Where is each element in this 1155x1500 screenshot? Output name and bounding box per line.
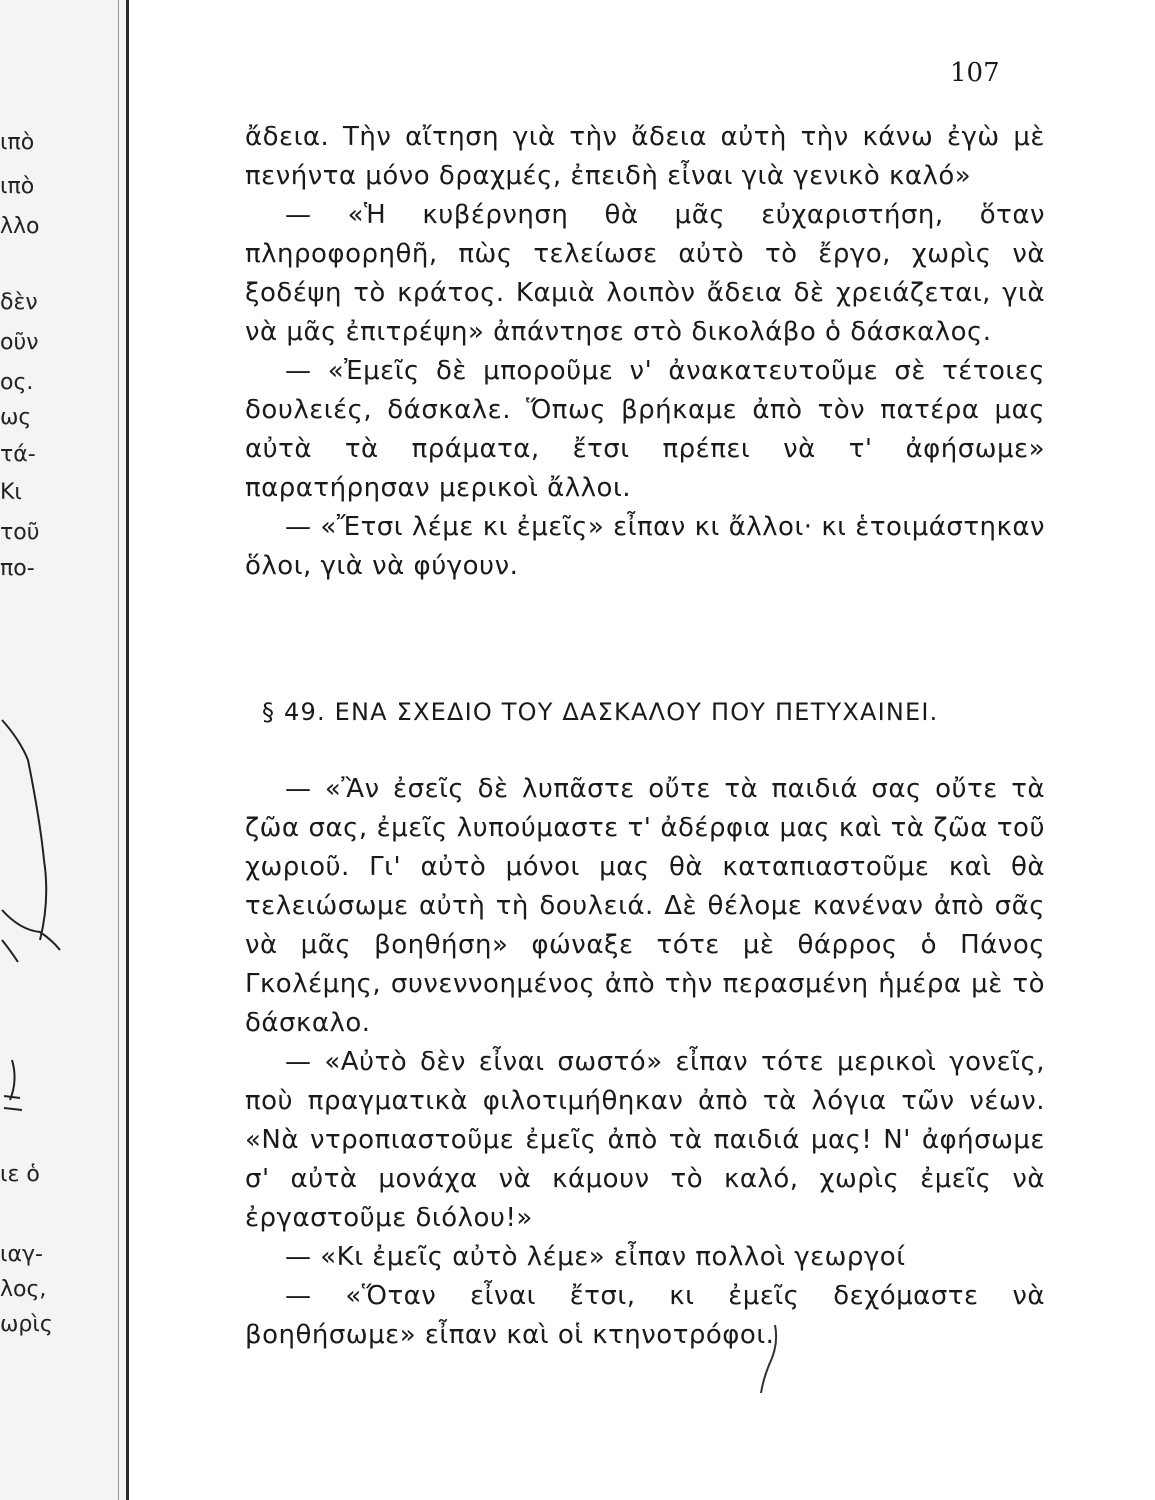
paragraph: — «Ἔτσι λέμε κι ἐμεῖς» εἶπαν κι ἄλλοι· κι ἑτοιμάστηκαν ὅλοι, γιὰ νὰ φύγουν.	[245, 512, 1045, 581]
text-section-2	[245, 770, 1045, 1355]
section-heading: § 49. ΕΝΑ ΣΧΕΔΙΟ ΤΟΥ ΔΑΣΚΑΛΟΥ ΠΟΥ ΠΕΤΥΧΑΙΝΕΙ.	[262, 698, 939, 726]
book-fold-line	[126, 0, 129, 1500]
margin-fragment: τοῦ	[0, 520, 40, 545]
illustration-fragment	[0, 700, 70, 1140]
margin-fragment: λος,	[0, 1277, 47, 1302]
margin-fragment: λλο	[0, 214, 40, 239]
text-section-1	[245, 118, 1045, 586]
page-shadow-line	[118, 0, 119, 1500]
margin-fragment: τά-	[0, 442, 36, 467]
paragraph: — «Ὅταν εἶναι ἔτσι, κι ἐμεῖς δεχόμαστε νὰ βοηθήσωμε» εἶπαν καὶ οἱ κτηνοτρόφοι.	[245, 1281, 1045, 1350]
margin-fragment: ος.	[0, 370, 34, 395]
margin-fragment: ιπὸ	[0, 174, 35, 199]
page-number: 107	[950, 58, 1000, 88]
margin-fragment: ωρὶς	[0, 1312, 53, 1337]
paragraph: — «Ἐμεῖς δὲ μποροῦμε ν' ἀνακατευτοῦμε σὲ τέτοιες δουλειές, δάσκαλε. Ὅπως βρήκαμε ἀπὸ τὸν πατέρα μας αὐτὰ τὰ πράματα, ἔτσι πρέπει νὰ τ' ἀφήσωμε» παρατήρησαν μερικοὶ ἄλλοι.	[245, 356, 1045, 503]
margin-fragment: δὲν	[0, 290, 38, 315]
margin-fragment: ιπὸ	[0, 130, 35, 155]
margin-fragment: ιαγ-	[0, 1242, 43, 1267]
margin-fragment: Κι	[0, 480, 22, 505]
pen-mark	[755, 1325, 785, 1395]
paragraph: — «Ἡ κυβέρνηση θὰ μᾶς εὐχαριστήση, ὅταν πληροφορηθῆ, πὼς τελείωσε αὐτὸ τὸ ἔργο, χωρὶς νὰ ξοδέψη τὸ κράτος. Καμιὰ λοιπὸν ἄδεια δὲ χρειάζεται, γιὰ νὰ μᾶς ἐπιτρέψη» ἀπάντησε στὸ δικολάβο ὁ δάσκαλος.	[245, 200, 1045, 347]
paragraph: ἄδεια. Τὴν αἴτηση γιὰ τὴν ἄδεια αὐτὴ τὴν κάνω ἐγὼ μὲ πενήντα μόνο δραχμές, ἐπειδὴ εἶναι γιὰ γενικὸ καλό»	[245, 122, 1045, 191]
margin-fragment: πο-	[0, 556, 35, 581]
paragraph: — «Ἂν ἐσεῖς δὲ λυπᾶστε οὔτε τὰ παιδιά σας οὔτε τὰ ζῶα σας, ἐμεῖς λυπούμαστε τ' ἀδέρφια μας καὶ τὰ ζῶα τοῦ χωριοῦ. Γι' αὐτὸ μόνοι μας θὰ καταπιαστοῦμε καὶ θὰ τελειώσωμε αὐτὴ τὴ δουλειά. Δὲ θέλομε κανέναν ἀπὸ σᾶς νὰ μᾶς βοηθήση» φώναξε τότε μὲ θάρρος ὁ Πάνος Γκολέμης, συνεννοημένος ἀπὸ τὴν περασμένη ἡμέρα μὲ τὸ δάσκαλο.	[245, 774, 1045, 1038]
margin-fragment: ιε ὁ	[0, 1162, 40, 1187]
margin-fragment: ως	[0, 405, 32, 430]
margin-fragment: οῦν	[0, 330, 39, 355]
paragraph: — «Αὐτὸ δὲν εἶναι σωστό» εἶπαν τότε μερικοὶ γονεῖς, ποὺ πραγματικὰ φιλοτιμήθηκαν ἀπὸ τὰ λόγια τῶν νέων. «Νὰ ντροπιαστοῦμε ἐμεῖς ἀπὸ τὰ παιδιά μας! Ν' ἀφήσωμε σ' αὐτὰ μονάχα νὰ κάμουν τὸ καλό, χωρὶς ἐμεῖς νὰ ἐργαστοῦμε διόλου!»	[245, 1047, 1045, 1233]
paragraph: — «Κι ἐμεῖς αὐτὸ λέμε» εἶπαν πολλοὶ γεωργοί	[285, 1242, 906, 1272]
